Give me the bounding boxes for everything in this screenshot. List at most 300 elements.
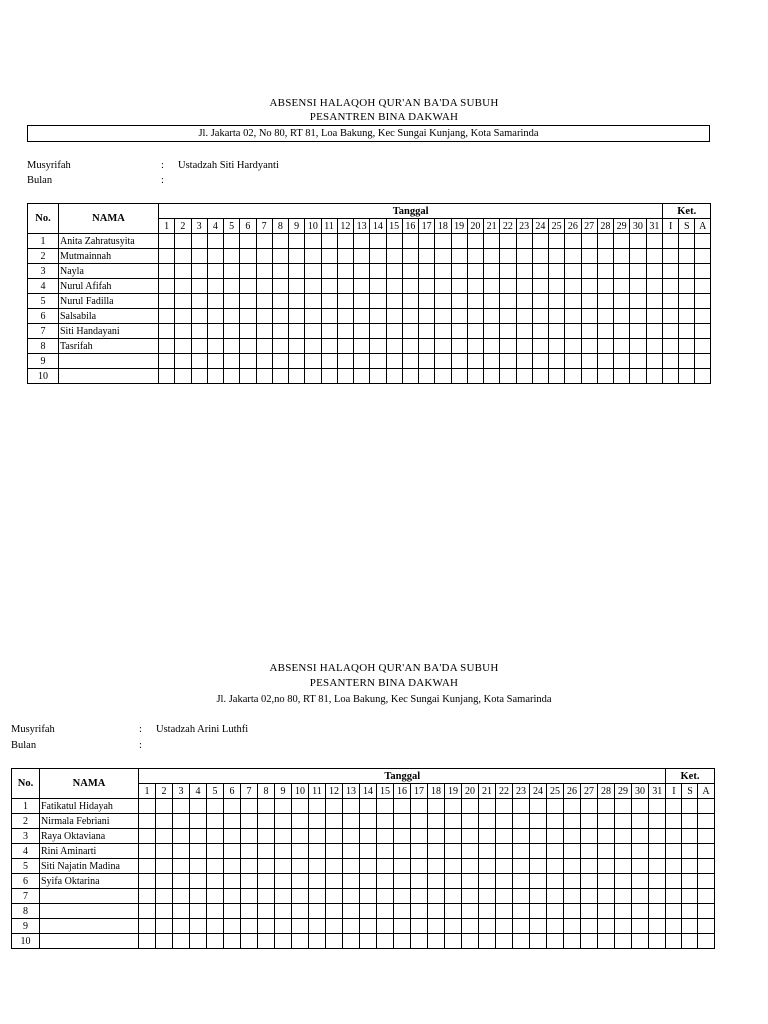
attendance-cell[interactable] bbox=[632, 874, 649, 889]
attendance-cell[interactable] bbox=[394, 814, 411, 829]
attendance-cell[interactable] bbox=[377, 859, 394, 874]
attendance-cell[interactable] bbox=[615, 934, 632, 949]
attendance-cell[interactable] bbox=[698, 934, 714, 949]
attendance-cell[interactable] bbox=[309, 844, 326, 859]
attendance-cell[interactable] bbox=[292, 934, 309, 949]
attendance-cell[interactable] bbox=[598, 799, 615, 814]
attendance-cell[interactable] bbox=[241, 904, 258, 919]
attendance-cell[interactable] bbox=[598, 874, 615, 889]
attendance-cell[interactable] bbox=[207, 919, 224, 934]
attendance-cell[interactable] bbox=[275, 904, 292, 919]
attendance-cell[interactable] bbox=[326, 829, 343, 844]
attendance-cell[interactable] bbox=[275, 874, 292, 889]
attendance-cell[interactable] bbox=[394, 859, 411, 874]
attendance-cell[interactable] bbox=[598, 859, 615, 874]
attendance-cell[interactable] bbox=[326, 919, 343, 934]
attendance-cell[interactable] bbox=[394, 829, 411, 844]
attendance-cell[interactable] bbox=[666, 829, 682, 844]
attendance-cell[interactable] bbox=[173, 844, 190, 859]
attendance-cell[interactable] bbox=[326, 799, 343, 814]
attendance-cell[interactable] bbox=[139, 874, 156, 889]
attendance-cell[interactable] bbox=[241, 829, 258, 844]
attendance-cell[interactable] bbox=[241, 814, 258, 829]
attendance-cell[interactable] bbox=[241, 934, 258, 949]
attendance-cell[interactable] bbox=[275, 829, 292, 844]
attendance-cell[interactable] bbox=[377, 814, 394, 829]
attendance-cell[interactable] bbox=[682, 859, 698, 874]
attendance-cell[interactable] bbox=[207, 844, 224, 859]
attendance-cell[interactable] bbox=[190, 904, 207, 919]
attendance-cell[interactable] bbox=[360, 829, 377, 844]
attendance-cell[interactable] bbox=[207, 889, 224, 904]
attendance-cell[interactable] bbox=[564, 874, 581, 889]
attendance-cell[interactable] bbox=[479, 934, 496, 949]
attendance-cell[interactable] bbox=[513, 814, 530, 829]
attendance-cell[interactable] bbox=[479, 814, 496, 829]
attendance-cell[interactable] bbox=[428, 874, 445, 889]
attendance-cell[interactable] bbox=[445, 934, 462, 949]
attendance-cell[interactable] bbox=[224, 799, 241, 814]
attendance-cell[interactable] bbox=[139, 859, 156, 874]
attendance-cell[interactable] bbox=[598, 889, 615, 904]
attendance-cell[interactable] bbox=[462, 904, 479, 919]
attendance-cell[interactable] bbox=[666, 904, 682, 919]
attendance-cell[interactable] bbox=[360, 814, 377, 829]
attendance-cell[interactable] bbox=[496, 919, 513, 934]
attendance-cell[interactable] bbox=[207, 814, 224, 829]
attendance-cell[interactable] bbox=[292, 844, 309, 859]
attendance-cell[interactable] bbox=[547, 859, 564, 874]
attendance-cell[interactable] bbox=[207, 859, 224, 874]
attendance-cell[interactable] bbox=[292, 904, 309, 919]
attendance-cell[interactable] bbox=[615, 919, 632, 934]
attendance-cell[interactable] bbox=[224, 814, 241, 829]
attendance-cell[interactable] bbox=[547, 844, 564, 859]
attendance-cell[interactable] bbox=[207, 874, 224, 889]
attendance-cell[interactable] bbox=[615, 859, 632, 874]
attendance-cell[interactable] bbox=[156, 874, 173, 889]
attendance-cell[interactable] bbox=[377, 829, 394, 844]
attendance-cell[interactable] bbox=[682, 829, 698, 844]
attendance-cell[interactable] bbox=[343, 814, 360, 829]
attendance-cell[interactable] bbox=[666, 889, 682, 904]
attendance-cell[interactable] bbox=[173, 934, 190, 949]
attendance-cell[interactable] bbox=[547, 919, 564, 934]
attendance-cell[interactable] bbox=[428, 904, 445, 919]
attendance-cell[interactable] bbox=[258, 814, 275, 829]
attendance-cell[interactable] bbox=[462, 919, 479, 934]
attendance-cell[interactable] bbox=[411, 934, 428, 949]
attendance-cell[interactable] bbox=[241, 919, 258, 934]
attendance-cell[interactable] bbox=[632, 799, 649, 814]
attendance-cell[interactable] bbox=[241, 889, 258, 904]
attendance-cell[interactable] bbox=[564, 904, 581, 919]
attendance-cell[interactable] bbox=[360, 844, 377, 859]
attendance-cell[interactable] bbox=[190, 829, 207, 844]
attendance-cell[interactable] bbox=[632, 904, 649, 919]
attendance-cell[interactable] bbox=[513, 874, 530, 889]
attendance-cell[interactable] bbox=[224, 889, 241, 904]
attendance-cell[interactable] bbox=[258, 844, 275, 859]
attendance-cell[interactable] bbox=[275, 934, 292, 949]
attendance-cell[interactable] bbox=[292, 889, 309, 904]
attendance-cell[interactable] bbox=[698, 829, 714, 844]
attendance-cell[interactable] bbox=[275, 814, 292, 829]
attendance-cell[interactable] bbox=[666, 934, 682, 949]
attendance-cell[interactable] bbox=[530, 829, 547, 844]
attendance-cell[interactable] bbox=[394, 799, 411, 814]
attendance-cell[interactable] bbox=[682, 889, 698, 904]
attendance-cell[interactable] bbox=[377, 889, 394, 904]
attendance-cell[interactable] bbox=[598, 934, 615, 949]
attendance-cell[interactable] bbox=[139, 844, 156, 859]
attendance-cell[interactable] bbox=[207, 799, 224, 814]
attendance-cell[interactable] bbox=[326, 874, 343, 889]
attendance-cell[interactable] bbox=[666, 874, 682, 889]
attendance-cell[interactable] bbox=[156, 904, 173, 919]
attendance-cell[interactable] bbox=[632, 844, 649, 859]
attendance-cell[interactable] bbox=[207, 934, 224, 949]
attendance-cell[interactable] bbox=[496, 889, 513, 904]
attendance-cell[interactable] bbox=[377, 934, 394, 949]
attendance-cell[interactable] bbox=[649, 799, 666, 814]
attendance-cell[interactable] bbox=[224, 919, 241, 934]
attendance-cell[interactable] bbox=[615, 814, 632, 829]
attendance-cell[interactable] bbox=[224, 829, 241, 844]
attendance-cell[interactable] bbox=[479, 844, 496, 859]
attendance-cell[interactable] bbox=[632, 934, 649, 949]
attendance-cell[interactable] bbox=[598, 829, 615, 844]
attendance-cell[interactable] bbox=[190, 799, 207, 814]
attendance-cell[interactable] bbox=[445, 814, 462, 829]
attendance-cell[interactable] bbox=[224, 874, 241, 889]
attendance-cell[interactable] bbox=[428, 799, 445, 814]
attendance-cell[interactable] bbox=[581, 844, 598, 859]
attendance-cell[interactable] bbox=[615, 874, 632, 889]
attendance-cell[interactable] bbox=[462, 889, 479, 904]
attendance-cell[interactable] bbox=[445, 844, 462, 859]
attendance-cell[interactable] bbox=[309, 919, 326, 934]
attendance-cell[interactable] bbox=[649, 829, 666, 844]
attendance-cell[interactable] bbox=[309, 799, 326, 814]
attendance-cell[interactable] bbox=[530, 889, 547, 904]
attendance-cell[interactable] bbox=[698, 889, 714, 904]
attendance-cell[interactable] bbox=[547, 829, 564, 844]
attendance-cell[interactable] bbox=[343, 889, 360, 904]
attendance-cell[interactable] bbox=[326, 889, 343, 904]
attendance-cell[interactable] bbox=[411, 919, 428, 934]
attendance-cell[interactable] bbox=[496, 829, 513, 844]
attendance-cell[interactable] bbox=[513, 799, 530, 814]
attendance-cell[interactable] bbox=[173, 904, 190, 919]
attendance-cell[interactable] bbox=[698, 844, 714, 859]
attendance-cell[interactable] bbox=[360, 904, 377, 919]
attendance-cell[interactable] bbox=[682, 919, 698, 934]
attendance-cell[interactable] bbox=[666, 799, 682, 814]
attendance-cell[interactable] bbox=[698, 874, 714, 889]
attendance-cell[interactable] bbox=[479, 859, 496, 874]
attendance-cell[interactable] bbox=[411, 844, 428, 859]
attendance-cell[interactable] bbox=[581, 904, 598, 919]
attendance-cell[interactable] bbox=[479, 799, 496, 814]
attendance-cell[interactable] bbox=[496, 799, 513, 814]
attendance-cell[interactable] bbox=[173, 814, 190, 829]
attendance-cell[interactable] bbox=[462, 859, 479, 874]
attendance-cell[interactable] bbox=[564, 919, 581, 934]
attendance-cell[interactable] bbox=[581, 874, 598, 889]
attendance-cell[interactable] bbox=[632, 829, 649, 844]
attendance-cell[interactable] bbox=[649, 919, 666, 934]
attendance-cell[interactable] bbox=[258, 919, 275, 934]
attendance-cell[interactable] bbox=[547, 889, 564, 904]
attendance-cell[interactable] bbox=[682, 799, 698, 814]
attendance-cell[interactable] bbox=[547, 799, 564, 814]
attendance-cell[interactable] bbox=[309, 934, 326, 949]
attendance-cell[interactable] bbox=[309, 904, 326, 919]
attendance-cell[interactable] bbox=[564, 859, 581, 874]
attendance-cell[interactable] bbox=[445, 904, 462, 919]
attendance-cell[interactable] bbox=[343, 829, 360, 844]
attendance-cell[interactable] bbox=[275, 889, 292, 904]
attendance-cell[interactable] bbox=[649, 874, 666, 889]
attendance-cell[interactable] bbox=[139, 799, 156, 814]
attendance-cell[interactable] bbox=[564, 934, 581, 949]
attendance-cell[interactable] bbox=[156, 889, 173, 904]
attendance-cell[interactable] bbox=[309, 874, 326, 889]
attendance-cell[interactable] bbox=[649, 844, 666, 859]
attendance-cell[interactable] bbox=[292, 799, 309, 814]
attendance-cell[interactable] bbox=[394, 874, 411, 889]
attendance-cell[interactable] bbox=[462, 874, 479, 889]
attendance-cell[interactable] bbox=[445, 889, 462, 904]
attendance-cell[interactable] bbox=[581, 814, 598, 829]
attendance-cell[interactable] bbox=[428, 934, 445, 949]
attendance-cell[interactable] bbox=[292, 829, 309, 844]
attendance-cell[interactable] bbox=[156, 799, 173, 814]
attendance-cell[interactable] bbox=[547, 904, 564, 919]
attendance-cell[interactable] bbox=[428, 844, 445, 859]
attendance-cell[interactable] bbox=[241, 799, 258, 814]
attendance-cell[interactable] bbox=[513, 859, 530, 874]
attendance-cell[interactable] bbox=[632, 919, 649, 934]
attendance-cell[interactable] bbox=[326, 844, 343, 859]
attendance-cell[interactable] bbox=[139, 919, 156, 934]
attendance-cell[interactable] bbox=[411, 874, 428, 889]
attendance-cell[interactable] bbox=[411, 814, 428, 829]
attendance-cell[interactable] bbox=[649, 934, 666, 949]
attendance-cell[interactable] bbox=[156, 844, 173, 859]
attendance-cell[interactable] bbox=[173, 919, 190, 934]
attendance-cell[interactable] bbox=[377, 919, 394, 934]
attendance-cell[interactable] bbox=[698, 904, 714, 919]
attendance-cell[interactable] bbox=[224, 934, 241, 949]
attendance-cell[interactable] bbox=[530, 844, 547, 859]
attendance-cell[interactable] bbox=[241, 874, 258, 889]
attendance-cell[interactable] bbox=[190, 934, 207, 949]
attendance-cell[interactable] bbox=[360, 889, 377, 904]
attendance-cell[interactable] bbox=[615, 889, 632, 904]
attendance-cell[interactable] bbox=[258, 829, 275, 844]
attendance-cell[interactable] bbox=[292, 859, 309, 874]
attendance-cell[interactable] bbox=[649, 904, 666, 919]
attendance-cell[interactable] bbox=[309, 859, 326, 874]
attendance-cell[interactable] bbox=[411, 799, 428, 814]
attendance-cell[interactable] bbox=[224, 844, 241, 859]
attendance-cell[interactable] bbox=[156, 919, 173, 934]
attendance-cell[interactable] bbox=[547, 814, 564, 829]
attendance-cell[interactable] bbox=[411, 904, 428, 919]
attendance-cell[interactable] bbox=[530, 934, 547, 949]
attendance-cell[interactable] bbox=[360, 799, 377, 814]
attendance-cell[interactable] bbox=[343, 904, 360, 919]
attendance-cell[interactable] bbox=[343, 799, 360, 814]
attendance-cell[interactable] bbox=[462, 844, 479, 859]
attendance-cell[interactable] bbox=[598, 904, 615, 919]
attendance-cell[interactable] bbox=[581, 859, 598, 874]
attendance-cell[interactable] bbox=[581, 829, 598, 844]
attendance-cell[interactable] bbox=[479, 889, 496, 904]
attendance-cell[interactable] bbox=[513, 889, 530, 904]
attendance-cell[interactable] bbox=[428, 919, 445, 934]
attendance-cell[interactable] bbox=[666, 814, 682, 829]
attendance-cell[interactable] bbox=[326, 904, 343, 919]
attendance-cell[interactable] bbox=[428, 889, 445, 904]
attendance-cell[interactable] bbox=[156, 829, 173, 844]
attendance-cell[interactable] bbox=[649, 859, 666, 874]
attendance-cell[interactable] bbox=[190, 889, 207, 904]
attendance-cell[interactable] bbox=[530, 799, 547, 814]
attendance-cell[interactable] bbox=[666, 844, 682, 859]
attendance-cell[interactable] bbox=[615, 829, 632, 844]
attendance-cell[interactable] bbox=[428, 829, 445, 844]
attendance-cell[interactable] bbox=[190, 859, 207, 874]
attendance-cell[interactable] bbox=[615, 799, 632, 814]
attendance-cell[interactable] bbox=[682, 934, 698, 949]
attendance-cell[interactable] bbox=[479, 829, 496, 844]
attendance-cell[interactable] bbox=[445, 874, 462, 889]
attendance-cell[interactable] bbox=[462, 934, 479, 949]
attendance-cell[interactable] bbox=[530, 904, 547, 919]
attendance-cell[interactable] bbox=[462, 829, 479, 844]
attendance-cell[interactable] bbox=[598, 814, 615, 829]
attendance-cell[interactable] bbox=[530, 814, 547, 829]
attendance-cell[interactable] bbox=[445, 859, 462, 874]
attendance-cell[interactable] bbox=[411, 889, 428, 904]
attendance-cell[interactable] bbox=[360, 934, 377, 949]
attendance-cell[interactable] bbox=[411, 859, 428, 874]
attendance-cell[interactable] bbox=[139, 904, 156, 919]
attendance-cell[interactable] bbox=[309, 889, 326, 904]
attendance-cell[interactable] bbox=[411, 829, 428, 844]
attendance-cell[interactable] bbox=[445, 829, 462, 844]
attendance-cell[interactable] bbox=[275, 919, 292, 934]
attendance-cell[interactable] bbox=[258, 904, 275, 919]
attendance-cell[interactable] bbox=[615, 904, 632, 919]
attendance-cell[interactable] bbox=[360, 919, 377, 934]
attendance-cell[interactable] bbox=[682, 844, 698, 859]
attendance-cell[interactable] bbox=[394, 904, 411, 919]
attendance-cell[interactable] bbox=[479, 919, 496, 934]
attendance-cell[interactable] bbox=[377, 904, 394, 919]
attendance-cell[interactable] bbox=[139, 934, 156, 949]
attendance-cell[interactable] bbox=[666, 859, 682, 874]
attendance-cell[interactable] bbox=[156, 934, 173, 949]
attendance-cell[interactable] bbox=[258, 889, 275, 904]
attendance-cell[interactable] bbox=[343, 934, 360, 949]
attendance-cell[interactable] bbox=[190, 874, 207, 889]
attendance-cell[interactable] bbox=[224, 859, 241, 874]
attendance-cell[interactable] bbox=[326, 859, 343, 874]
attendance-cell[interactable] bbox=[682, 814, 698, 829]
attendance-cell[interactable] bbox=[564, 799, 581, 814]
attendance-cell[interactable] bbox=[564, 814, 581, 829]
attendance-cell[interactable] bbox=[682, 874, 698, 889]
attendance-cell[interactable] bbox=[377, 799, 394, 814]
attendance-cell[interactable] bbox=[394, 844, 411, 859]
attendance-cell[interactable] bbox=[496, 874, 513, 889]
attendance-cell[interactable] bbox=[445, 799, 462, 814]
attendance-cell[interactable] bbox=[275, 844, 292, 859]
attendance-cell[interactable] bbox=[496, 904, 513, 919]
attendance-cell[interactable] bbox=[224, 904, 241, 919]
attendance-cell[interactable] bbox=[632, 814, 649, 829]
attendance-cell[interactable] bbox=[326, 934, 343, 949]
attendance-cell[interactable] bbox=[564, 829, 581, 844]
attendance-cell[interactable] bbox=[156, 859, 173, 874]
attendance-cell[interactable] bbox=[343, 844, 360, 859]
attendance-cell[interactable] bbox=[343, 859, 360, 874]
attendance-cell[interactable] bbox=[530, 919, 547, 934]
attendance-cell[interactable] bbox=[190, 919, 207, 934]
attendance-cell[interactable] bbox=[258, 799, 275, 814]
attendance-cell[interactable] bbox=[479, 904, 496, 919]
attendance-cell[interactable] bbox=[581, 799, 598, 814]
attendance-cell[interactable] bbox=[292, 814, 309, 829]
attendance-cell[interactable] bbox=[292, 919, 309, 934]
attendance-cell[interactable] bbox=[496, 934, 513, 949]
attendance-cell[interactable] bbox=[377, 844, 394, 859]
attendance-cell[interactable] bbox=[496, 814, 513, 829]
attendance-cell[interactable] bbox=[649, 889, 666, 904]
attendance-cell[interactable] bbox=[190, 844, 207, 859]
attendance-cell[interactable] bbox=[173, 799, 190, 814]
attendance-cell[interactable] bbox=[513, 919, 530, 934]
attendance-cell[interactable] bbox=[326, 814, 343, 829]
attendance-cell[interactable] bbox=[666, 919, 682, 934]
attendance-cell[interactable] bbox=[547, 934, 564, 949]
attendance-cell[interactable] bbox=[207, 904, 224, 919]
attendance-cell[interactable] bbox=[462, 814, 479, 829]
attendance-cell[interactable] bbox=[139, 829, 156, 844]
attendance-cell[interactable] bbox=[564, 889, 581, 904]
attendance-cell[interactable] bbox=[682, 904, 698, 919]
attendance-cell[interactable] bbox=[258, 859, 275, 874]
attendance-cell[interactable] bbox=[581, 934, 598, 949]
attendance-cell[interactable] bbox=[190, 814, 207, 829]
attendance-cell[interactable] bbox=[530, 859, 547, 874]
attendance-cell[interactable] bbox=[275, 799, 292, 814]
attendance-cell[interactable] bbox=[173, 874, 190, 889]
attendance-cell[interactable] bbox=[394, 889, 411, 904]
attendance-cell[interactable] bbox=[698, 859, 714, 874]
attendance-cell[interactable] bbox=[139, 889, 156, 904]
attendance-cell[interactable] bbox=[360, 859, 377, 874]
attendance-cell[interactable] bbox=[343, 919, 360, 934]
attendance-cell[interactable] bbox=[241, 859, 258, 874]
attendance-cell[interactable] bbox=[598, 844, 615, 859]
attendance-cell[interactable] bbox=[241, 844, 258, 859]
attendance-cell[interactable] bbox=[173, 829, 190, 844]
